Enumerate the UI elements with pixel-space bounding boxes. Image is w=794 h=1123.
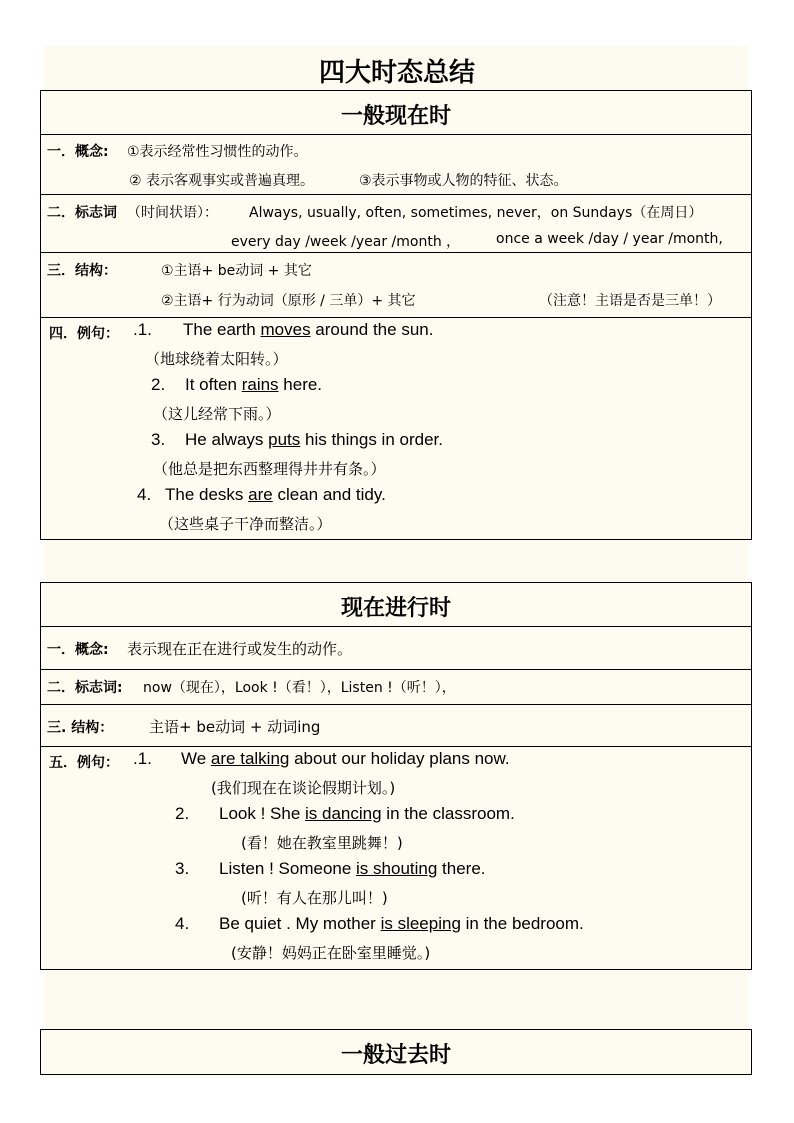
example-sentence: The desks are clean and tidy. — [165, 485, 386, 504]
past-simple-heading: 一般过去时 — [340, 1042, 451, 1068]
document-title: 四大时态总结 — [318, 58, 475, 88]
example-number: .1. — [133, 320, 152, 339]
structure-text: 主语+ be动词 + 动词ing — [149, 718, 321, 736]
marker-label: 二．标志词 — [47, 205, 117, 221]
marker-text: now（现在），Look !（看！），Listen !（听！）， — [143, 680, 456, 696]
example-number: 3. — [151, 430, 166, 449]
concept-line-2: ② 表示客观事实或普遍真理。 — [129, 173, 315, 189]
example-number: 2. — [151, 375, 166, 394]
marker-line-1: Always, usually, often, sometimes, never，on Sundays（在周日） — [249, 205, 703, 221]
structure-label: 三. 结构： — [47, 720, 114, 736]
example-sentence: The earth moves around the sun. — [183, 320, 434, 339]
example-translation: （这些桌子干净而整洁。） — [159, 515, 332, 533]
example-translation: (我们现在在谈论假期计划。) — [211, 779, 396, 797]
structure-line-1: ①主语+ be动词 + 其它 — [161, 263, 312, 279]
concept-label: 一．概念: — [47, 642, 109, 658]
concept-text: 表示现在正在进行或发生的动作。 — [127, 640, 353, 658]
example-sentence: Listen ! Someone is shouting there. — [219, 859, 486, 878]
section-gap — [44, 540, 748, 582]
marker-label: 二．标志词: — [47, 680, 123, 696]
example-number: 2. — [175, 804, 190, 823]
example-sentence: Look ! She is dancing in the classroom. — [219, 804, 515, 823]
example-sentence: He always puts his things in order. — [185, 430, 443, 449]
example-number: 3. — [175, 859, 190, 878]
past-simple-table — [40, 1029, 752, 1075]
concept-line-3: ③表示事物或人物的特征、状态。 — [359, 173, 568, 189]
marker-line-2a: every day /week /year /month ， — [231, 234, 461, 250]
structure-line-2: ②主语+ 行为动词（原形 / 三单）+ 其它 — [161, 293, 416, 309]
concept-label: 一．概念: — [47, 144, 109, 160]
example-translation: （地球绕着太阳转。） — [145, 350, 288, 368]
present-continuous-heading: 现在进行时 — [340, 595, 451, 621]
present-simple-heading: 一般现在时 — [340, 103, 451, 129]
example-sentence: Be quiet . My mother is sleeping in the bedroom. — [219, 914, 584, 933]
present-continuous-table — [40, 582, 752, 970]
example-label: 五．例句： — [49, 755, 119, 771]
example-number: 4. — [175, 914, 190, 933]
example-translation: (安静！妈妈正在卧室里睡觉。) — [231, 944, 431, 962]
structure-label: 三．结构： — [47, 263, 117, 279]
marker-line-2b: once a week /day / year /month, — [496, 231, 723, 247]
example-sentence: It often rains here. — [185, 375, 323, 394]
present-simple-table — [40, 90, 752, 540]
example-translation: （他总是把东西整理得井井有条。） — [153, 460, 386, 478]
example-translation: (听！有人在那儿叫！) — [241, 889, 388, 907]
concept-line-1: ①表示经常性习惯性的动作。 — [127, 144, 308, 160]
example-number: .1. — [133, 749, 152, 768]
structure-note: （注意！主语是否是三单！） — [539, 293, 721, 309]
example-sentence: We are talking about our holiday plans now. — [181, 749, 510, 768]
example-label: 四．例句： — [49, 326, 119, 342]
example-number: 4. — [137, 485, 152, 504]
marker-note: （时间状语）： — [127, 205, 218, 221]
example-translation: (看！她在教室里跳舞！) — [241, 834, 403, 852]
example-translation: （这儿经常下雨。） — [153, 405, 281, 423]
